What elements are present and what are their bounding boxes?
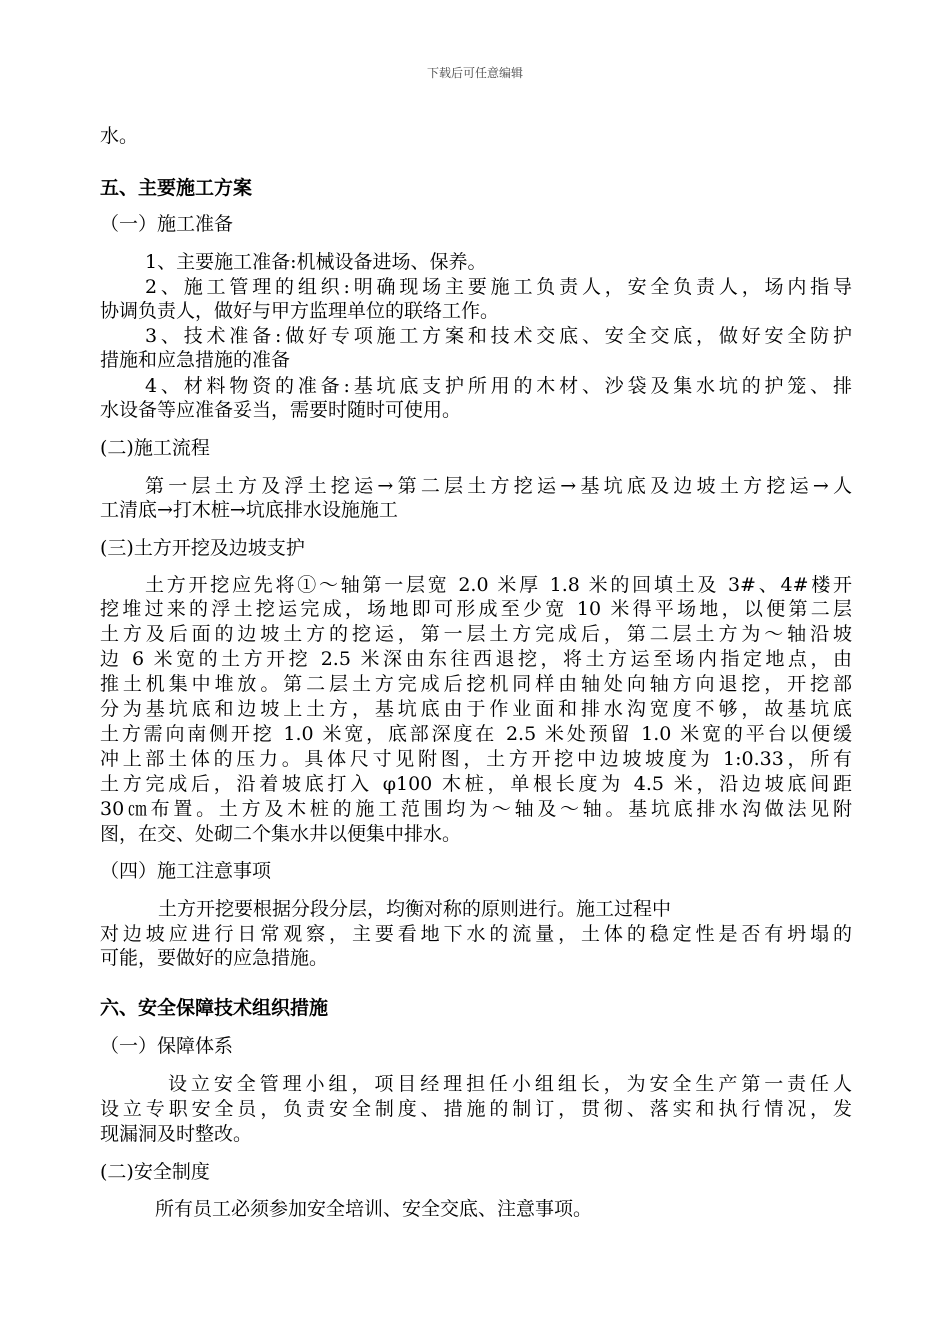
subsection-heading: （一）保障体系 xyxy=(100,1035,234,1057)
text-line: 图，在交、处砌二个集水井以便集中排水。 xyxy=(100,823,462,845)
subsection-heading: (二)安全制度 xyxy=(100,1161,210,1183)
text-line: 设立安全管理小组，项目经理担任小组组长，为安全生产第一责任人 xyxy=(168,1073,852,1095)
subsection-heading: (三)土方开挖及边坡支护 xyxy=(100,537,305,559)
section-heading: 五、主要施工方案 xyxy=(100,177,253,199)
text-line: 2、施工管理的组织:明确现场主要施工负责人，安全负责人，场内指导 xyxy=(145,276,852,298)
text-line: 土方需向南侧开挖 1.0 米宽，底部深度在 2.5 米处预留 1.0 米宽的平台以便缓 xyxy=(100,723,852,745)
text-line: 边 6 米宽的土方开挖 2.5 米深由东往西退挖，将土方运至场内指定地点，由 xyxy=(100,648,852,670)
text-line: 水设备等应准备妥当，需要时随时可使用。 xyxy=(100,399,462,421)
text-line: 冲上部土体的压力。具体尺寸见附图，土方开挖中边坡坡度为 1:0.33，所有 xyxy=(100,748,852,770)
text-line: 30㎝布置。土方及木桩的施工范围均为～轴及～轴。基坑底排水沟做法见附 xyxy=(100,798,852,820)
text-line: 所有员工必须参加安全培训、安全交底、注意事项。 xyxy=(155,1198,593,1220)
text-line: 可能，要做好的应急措施。 xyxy=(100,947,329,969)
text-line: 挖堆过来的浮土挖运完成，场地即可形成至少宽 10 米得平场地，以便第二层 xyxy=(100,598,852,620)
text-line: 工清底→打木桩→坑底排水设施施工 xyxy=(100,499,398,521)
text-line: 土方开挖应先将①～轴第一层宽 2.0 米厚 1.8 米的回填土及 3#、4#楼开 xyxy=(145,574,852,596)
text-line: 设立专职安全员，负责安全制度、措施的制订，贯彻、落实和执行情况，发 xyxy=(100,1098,852,1120)
page-header: 下载后可任意编辑 xyxy=(426,66,523,80)
text-line: 现漏洞及时整改。 xyxy=(100,1123,253,1145)
section-heading: 六、安全保障技术组织措施 xyxy=(100,997,329,1019)
text-line: 土方完成后，沿着坡底打入 φ100 木桩，单根长度为 4.5 米，沿边坡底间距 xyxy=(100,773,852,795)
text-line: 协调负责人，做好与甲方监理单位的联络工作。 xyxy=(100,300,500,322)
text-line: 分为基坑底和边坡上土方，基坑底由于作业面和排水沟宽度不够，故基坑底 xyxy=(100,698,852,720)
text-line: 土方及后面的边坡土方的挖运，第一层土方完成后，第二层土方为～轴沿坡 xyxy=(100,623,852,645)
text-line: 3、技术准备:做好专项施工方案和技术交底、安全交底，做好安全防护 xyxy=(145,325,852,347)
text-line: 措施和应急措施的准备 xyxy=(100,349,291,371)
text-line: 4、材料物资的准备:基坑底支护所用的木材、沙袋及集水坑的护笼、排 xyxy=(145,375,852,397)
text-line: 1、主要施工准备:机械设备进场、保养。 xyxy=(145,251,487,273)
text-line: 土方开挖要根据分段分层，均衡对称的原则进行。施工过程中 xyxy=(158,898,672,920)
text-line: 对边坡应进行日常观察，主要看地下水的流量，土体的稳定性是否有坍塌的 xyxy=(100,923,852,945)
subsection-heading: (二)施工流程 xyxy=(100,437,210,459)
text-line: 水。 xyxy=(100,125,139,147)
text-line: 第一层土方及浮土挖运→第二层土方挖运→基坑底及边坡土方挖运→人 xyxy=(145,475,852,497)
subsection-heading: （一）施工准备 xyxy=(100,213,234,235)
subsection-heading: （四）施工注意事项 xyxy=(100,860,272,882)
text-line: 推土机集中堆放。第二层土方完成后挖机同样由轴处向轴方向退挖，开挖部 xyxy=(100,673,852,695)
